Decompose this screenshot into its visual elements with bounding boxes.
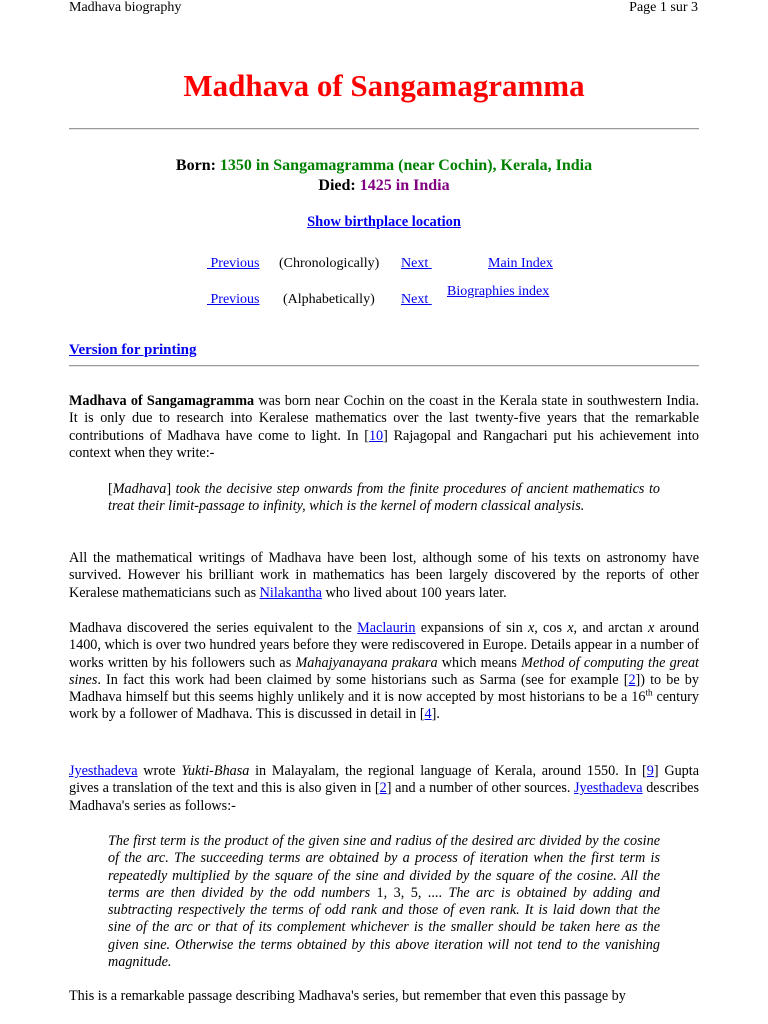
print-row — [69, 342, 197, 359]
died-line — [0, 177, 768, 195]
text: describes Madhava's series as follows:- — [69, 780, 699, 814]
nilakantha-link[interactable]: Nilakantha — [259, 584, 322, 601]
reference-link[interactable]: 4 — [424, 706, 432, 723]
born-value: 1350 in Sangamagramma (near Cochin), Kerala, India — [219, 157, 593, 174]
paragraph-2 — [69, 550, 699, 602]
next-chrono-link[interactable]: Next — [401, 256, 429, 271]
bracket: [ — [108, 481, 113, 497]
paragraph-1 — [69, 393, 699, 462]
paragraph-5: This is a remarkable passage describing Madhava's series, but remember that even this passage by — [69, 988, 626, 1004]
quote-text: took the decisive step onwards from the finite procedures of ancient mathematics to treat their limit-passage to infinity, which is the kernel of modern classical analysis. — [108, 481, 660, 515]
work-title: Mahajyanayana prakara — [295, 654, 438, 671]
prev-alpha-link[interactable]: Previous — [210, 292, 260, 307]
quote-text: The first term is the product of the given sine and radius of the desired arc divided by the cosine of the arc. The succeeding terms are obtained by a process of iteration when the first term is repeatedly multiplied by the square of the sine and divided by the square of the cosine. All the terms are then divided by the odd numbers — [108, 833, 660, 901]
quote-2 — [108, 833, 660, 971]
text: . In fact this work had been claimed by some historians such as Sarma (see for example [ — [97, 671, 629, 688]
died-value: 1425 in India — [359, 177, 450, 194]
next-alpha-link[interactable]: Next — [401, 292, 429, 307]
born-line — [0, 157, 768, 175]
quote-text: The arc is obtained by adding and subtracting respectively the terms of odd rank and those of even rank. It is laid down that the sine of the arc or that of its complement whichever is the smaller should be taken here as the given sine. Otherwise the terms obtained by this above iteration will not tend to the vanishing magnitude. — [108, 884, 660, 971]
birthplace-row — [0, 214, 768, 231]
paragraph-4 — [69, 763, 699, 815]
text: ] Gupta gives a translation of the text and this is also given in [ — [69, 763, 699, 797]
text: in Malayalam, the regional language of Kerala, around 1550. In [ — [249, 763, 647, 779]
text: , and arctan — [573, 620, 649, 636]
math-var: x — [567, 620, 574, 636]
text: ]. — [431, 706, 440, 723]
odd-numbers: 1, 3, 5, .... — [376, 884, 442, 901]
born-label: Born: — [175, 157, 216, 174]
jyesthadeva-link[interactable]: Jyesthadeva — [574, 780, 643, 797]
prev-chrono-link[interactable]: Previous — [210, 256, 260, 271]
divider — [69, 365, 699, 367]
text: Madhava discovered the series equivalent to the — [69, 620, 358, 636]
text: which means — [437, 654, 522, 671]
page-title: Madhava of Sangamagramma — [183, 68, 585, 103]
text: who lived about 100 years later. — [321, 584, 507, 601]
text: wrote — [137, 763, 182, 779]
reference-link[interactable]: 2 — [628, 671, 636, 688]
page-header-title: Madhava biography — [69, 0, 182, 15]
jyesthadeva-link[interactable]: Jyesthadeva — [69, 763, 138, 779]
divider — [69, 128, 699, 130]
text: ] Rajagopal and Rangachari put his achievement into context when they write:- — [69, 427, 699, 461]
print-version-link[interactable]: Version for printing — [69, 342, 197, 358]
page-number: Page 1 sur 3 — [629, 0, 698, 15]
maclaurin-link[interactable]: Maclaurin — [357, 620, 416, 636]
paragraph-3 — [69, 620, 699, 724]
text: ]) to be by Madhava himself but this seems highly unlikely and it is now accepted by most historians to be a 16 — [69, 671, 699, 706]
quote-1 — [108, 481, 660, 516]
reference-link[interactable]: 10 — [368, 427, 384, 444]
alpha-label: (Alphabetically) — [283, 292, 375, 307]
main-index-link[interactable]: Main Index — [488, 256, 553, 271]
superscript: th — [645, 687, 653, 698]
math-var: x — [648, 620, 655, 636]
work-title: Method of computing the great sines — [69, 654, 699, 688]
text: century work by a follower of Madhava. This is discussed in detail in [ — [69, 689, 700, 723]
died-label: Died: — [318, 177, 356, 194]
math-var: x — [527, 620, 535, 636]
quote-name: Madhava — [112, 481, 167, 497]
text: expansions of sin — [415, 620, 528, 636]
biographies-index-link[interactable]: Biographies index — [447, 284, 550, 299]
bracket: ] — [166, 481, 172, 497]
text: around 1400, which is over two hundred years before they were rediscovered in Europe. Details appear in a number of works written by his followers such as — [69, 620, 699, 671]
text: was born near Cochin on the coast in the Kerala state in southwestern India. It is only due to research into Keralese mathematics over the last twenty-five years that the remarkable contributions of Madhava have come to light. In [ — [69, 393, 699, 444]
text: All the mathematical writings of Madhava have been lost, although some of his texts on astronomy have survived. However his brilliant work in mathematics has been largely discovered by the reports of other Keralese mathematicians such as — [69, 550, 699, 601]
reference-link[interactable]: 2 — [379, 780, 387, 797]
reference-link[interactable]: 9 — [646, 763, 654, 779]
text: , cos — [534, 620, 568, 636]
text: ] and a number of other sources. — [386, 780, 575, 797]
chrono-label: (Chronologically) — [279, 256, 380, 271]
subject-name: Madhava of Sangamagramma — [69, 393, 255, 409]
work-title: Yukti-Bhasa — [181, 763, 250, 779]
birthplace-link[interactable]: Show birthplace location — [307, 214, 461, 230]
